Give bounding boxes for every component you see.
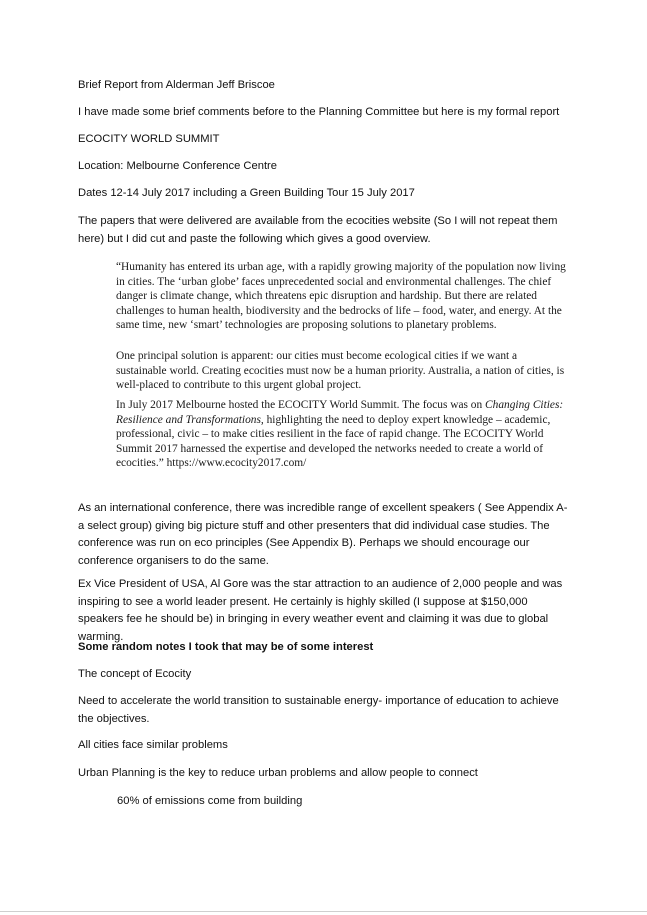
quote-paragraph-3-start: In July 2017 Melbourne hosted the ECOCITY World Summit. The focus was on xyxy=(116,399,486,411)
event-title: ECOCITY WORLD SUMMIT xyxy=(78,133,220,145)
quote-paragraph-3-end: highlighting the need to deploy expert knowledge – academic, professional, civic – to make cities resilient in the face of rapid change. The ECOCITY World Summit 2017 harnessed the expertise and developed the networks needed to create a world of ecocities.” https://www.ecocity2017.com/ xyxy=(116,413,551,470)
quote-paragraph-1: “Humanity has entered its urban age, with a rapidly growing majority of the population now living in cities. The ‘urban globe’ faces unprecedented social and environmental challenges. The chief danger is climate change, which threatens epic disruption and hardship. But there are related challenges to human health, biodiversity and the bedrocks of life – food, water, and energy. At the same time, new ‘smart’ technologies are proposing solutions to planetary problems. xyxy=(116,261,566,332)
papers-paragraph: The papers that were delivered are available from the ecocities website (So I will not repeat them here) but I did cut and paste the following which gives a good overview. xyxy=(78,215,558,245)
al-gore-paragraph: Ex Vice President of USA, Al Gore was the star attraction to an audience of 2,000 people and was inspiring to see a world leader present. He certainly is highly skilled (I suppose at $150,000 speakers fee he should be) in bringing in every weather event and claiming it was due to global warming. xyxy=(78,578,563,643)
report-heading: Brief Report from Alderman Jeff Briscoe xyxy=(78,79,275,91)
location-line: Location: Melbourne Conference Centre xyxy=(78,160,278,172)
quote-italic-title: Changing Cities: Resilience and Transformations, xyxy=(116,399,564,426)
note-ecocity-concept: The concept of Ecocity xyxy=(78,668,192,680)
note-similar-problems: All cities face similar problems xyxy=(78,739,228,751)
conference-paragraph: As an international conference, there was incredible range of excellent speakers ( See Appendix A- a select group) giving big picture stuff and other presenters that did individual case studies. The conference was run on eco principles (See Appendix B). Perhaps we should encourage our conference organisers to do the same. xyxy=(78,502,568,567)
dates-line: Dates 12-14 July 2017 including a Green Building Tour 15 July 2017 xyxy=(78,187,415,199)
quote-paragraph-2: One principal solution is apparent: our cities must become ecological cities if we want a sustainable world. Creating ecocities must now be a human priority. Australia, a nation of cities, is well-placed to contribute to this urgent global project. xyxy=(116,350,565,392)
note-emissions: 60% of emissions come from building xyxy=(117,795,303,807)
quote-paragraph-3 xyxy=(116,398,566,471)
note-urban-planning: Urban Planning is the key to reduce urban problems and allow people to connect xyxy=(78,767,478,779)
page-bottom-divider xyxy=(0,911,647,912)
intro-paragraph: I have made some brief comments before to the Planning Committee but here is my formal report xyxy=(78,106,560,118)
notes-heading: Some random notes I took that may be of some interest xyxy=(78,641,374,653)
note-sustainable-energy: Need to accelerate the world transition to sustainable energy- importance of education to achieve the objectives. xyxy=(78,695,559,725)
